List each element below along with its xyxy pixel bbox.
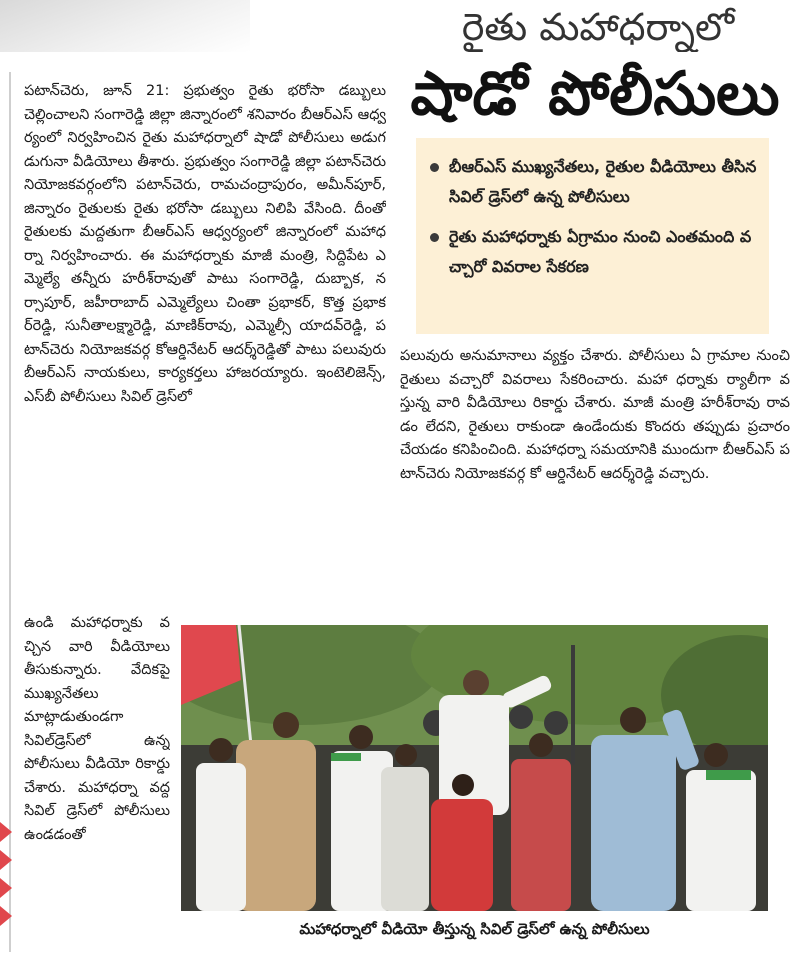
page-edge-arrows	[0, 822, 14, 942]
highlight-text: రైతు మహాధర్నాకు ఏగ్రామం నుంచి ఎంతమంది వచ్చారో వివరాల సేకరణ	[449, 227, 752, 276]
highlight-item	[426, 152, 757, 212]
protest-scene-illustration	[181, 625, 768, 911]
headline: షాడో పోలీసులు	[410, 59, 780, 129]
article-column-left: పటాన్‌చెరు, జూన్ 21: ప్రభుత్వం రైతు భరోసా డబ్బులు చెల్లించాలని సంగారెడ్డి జిల్లా జిన్నారంలో శనివారం బీఆర్‌ఎస్ ఆధ్వర్యంలో నిర్వహించిన రైతు మహాధర్నాలో షాడో పోలీసులు అడుగడుగునా వీడియోలు తీశారు. ప్రభుత్వం సంగారెడ్డి జిల్లా పటాన్‌చెరు నియోజకవర్గంలోని పటాన్‌చెరు, రామచంద్రాపురం, అమీన్‌పూర్, జిన్నారం రైతులకు రైతు భరోసా డబ్బులు నిలిపి వేసింది. దీంతో రైతులకు మద్దతుగా బీఆర్‌ఎస్ ఆధ్వర్యంలో జిన్నారంలో మహాధర్నా నిర్వహించారు. ఈ మహాధర్నాకు మాజీ మంత్రి, సిద్దిపేట ఎమ్మెల్యే తన్నీరు హరీశ్‌రావుతో పాటు సంగారెడ్డి, దుబ్బాక, నర్సాపూర్, జహీరాబాద్ ఎమ్మెల్యేలు చింతా ప్రభాకర్, కొత్త ప్రభాకర్‌రెడ్డి, సునీతాలక్ష్మారెడ్డి, మాణిక్‌రావు, ఎమ్మెల్సీ యాదవ్‌రెడ్డి, పటాన్‌చెరు నియోజకవర్గ కోఆర్డినేటర్ ఆదర్శ్‌రెడ్డితో పాటు పలువురు బీఆర్‌ఎస్ నాయకులు, కార్యకర్తలు హాజరయ్యారు. ఇంటెలిజెన్స్, ఎస్‌బీ పోలీసులు సివిల్ డ్రెస్‌లో	[24, 83, 386, 405]
highlight-item	[426, 222, 757, 282]
article-column-right: పలువురు అనుమానాలు వ్యక్తం చేశారు. పోలీసులు ఏ గ్రామాల నుంచి రైతులు వచ్చారో వివరాలు సేకరించారు. మహా ధర్నాకు ర్యాలీగా వస్తున్న వారి వీడియోలు రికార్డు చేశారు. మాజీ మంత్రి హరీశ్‌రావు రావడం లేదని, రైతులు రాకుండా ఉండేందుకు కొందరు తప్పుడు ప్రచారం చేయడం కనిపించింది. మహాధర్నా సమయానికి ముందుగా బీఆర్‌ఎస్ పటాన్‌చెరు నియోజకవర్గ కో ఆర్డినేటర్ ఆదర్శ్‌రెడ్డి వచ్చారు.	[400, 348, 790, 482]
bullet-icon	[430, 233, 439, 242]
headline-kicker: రైతు మహాధర్నాలో	[461, 5, 735, 49]
column-rule	[9, 72, 11, 952]
article-column-narrow: ఉండి మహాధర్నాకు వచ్చిన వారి వీడియోలు తీసుకున్నారు. వేదికపై ముఖ్యనేతలు మాట్లాడుతుండగా సివిల్‌డ్రెస్‌లో ఉన్న పోలీసులు వీడియో రికార్డు చేశారు. మహాధర్నా వద్ద సివిల్ డ్రెస్‌లో పోలీసులు ఉండడంతో	[24, 615, 170, 843]
photo-caption: మహాధర్నాలో వీడియో తీస్తున్న సివిల్ డ్రెస్‌లో ఉన్న పోలీసులు	[299, 920, 650, 938]
news-photo	[181, 625, 768, 911]
page-corner-shading	[0, 0, 250, 52]
highlight-text: బీఆర్‌ఎస్ ముఖ్యనేతలు, రైతుల వీడియోలు తీసిన సివిల్ డ్రెస్‌లో ఉన్న పోలీసులు	[449, 157, 757, 206]
highlights-box	[416, 138, 769, 334]
bullet-icon	[430, 163, 439, 172]
